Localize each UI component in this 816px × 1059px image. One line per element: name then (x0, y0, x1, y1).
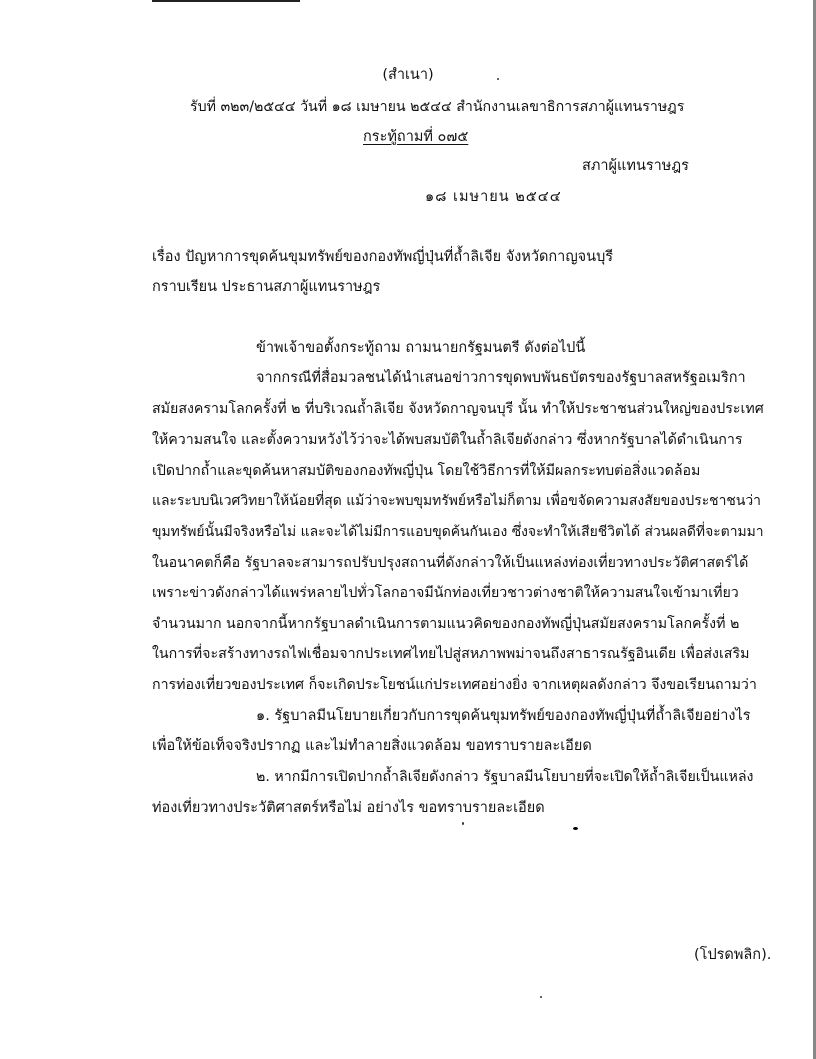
paragraph-line: ในอนาคตก็คือ รัฐบาลจะสามารถปรับปรุงสถานที่ดังกล่าวให้เป็นแหล่งท่องเที่ยวทางประวัติศาสตร์ได้ (152, 555, 749, 571)
paragraph-line: สมัยสงครามโลกครั้งที่ ๒ ที่บริเวณถ้ำลิเจีย จังหวัดกาญจนบุรี นั้น ทำให้ประชาชนส่วนใหญ่ของประเทศ (152, 401, 764, 417)
paragraph-line: และระบบนิเวศวิทยาให้น้อยที่สุด แม้ว่าจะพบขุมทรัพย์หรือไม่ก็ตาม เพื่อขจัดความสงสัยของประชาชนว่า (152, 493, 761, 509)
paragraph-line: ขุมทรัพย์นั้นมีจริงหรือไม่ และจะได้ไม่มีการแอบขุดค้นกันเอง ซึ่งจะทำให้เสียชีวิตได้ ส่วนผลดีที่จะตามมา (152, 524, 764, 540)
receipt-line: รับที่ ๓๒๓/๒๕๔๔ วันที่ ๑๘ เมษายน ๒๕๔๔ สำนักงานเลขาธิการสภาผู้แทนราษฎร (190, 99, 685, 115)
paragraph-line: ในการที่จะสร้างทางรถไฟเชื่อมจากประเทศไทยไปสู่สหภาพพม่าจนถึงสาธารณรัฐอินเดีย เพื่อส่งเสริม (152, 646, 750, 662)
location: สภาผู้แทนราษฎร (582, 158, 689, 174)
paragraph-line: จากกรณีที่สื่อมวลชนได้นำเสนอข่าวการขุดพบพันธบัตรของรัฐบาลสหรัฐอเมริกา (256, 370, 746, 386)
opening-line: ข้าพเจ้าขอตั้งกระทู้ถาม ถามนายกรัฐมนตรี ดังต่อไปนี้ (256, 340, 586, 356)
paragraph-line: จำนวนมาก นอกจากนี้หากรัฐบาลดำเนินการตามแนวคิดของกองทัพญี่ปุ่นสมัยสงครามโลกครั้งที่ ๒ (152, 616, 740, 632)
scan-speck (573, 827, 578, 830)
question-2-line-1: ๒. หากมีการเปิดปากถ้ำลิเจียดังกล่าว รัฐบาลมีนโยบายที่จะเปิดให้ถ้ำลิเจียเป็นแหล่ง (256, 769, 754, 785)
question-1-line-2: เพื่อให้ข้อเท็จจริงปรากฏ และไม่ทำลายสิ่งแวดล้อม ขอทราบรายละเอียด (152, 738, 592, 754)
salutation: กราบเรียน ประธานสภาผู้แทนราษฎร (152, 279, 381, 295)
scan-speck (540, 996, 542, 998)
paragraph-line: เปิดปากถ้ำและขุดค้นหาสมบัติของกองทัพญี่ปุ่น โดยใช้วิธีการที่ให้มีผลกระทบต่อสิ่งแวดล้อม (152, 463, 701, 479)
question-number: กระทู้ถามที่ ๐๗๕ (363, 129, 469, 145)
subject-line: เรื่อง ปัญหาการขุดค้นขุมทรัพย์ของกองทัพญี่ปุ่นที่ถ้ำลิเจีย จังหวัดกาญจนบุรี (152, 249, 614, 265)
paragraph-line: การท่องเที่ยวของประเทศ ก็จะเกิดประโยชน์แก่ประเทศอย่างยิ่ง จากเหตุผลดังกล่าว จึงขอเรียนถามว่า (152, 677, 757, 693)
paragraph-line: ให้ความสนใจ และตั้งความหวังไว้ว่าจะได้พบสมบัติในถ้ำลิเจียดังกล่าว ซึ่งหากรัฐบาลได้ดำเนินการ (152, 432, 743, 448)
question-1-line-1: ๑. รัฐบาลมีนโยบายเกี่ยวกับการขุดค้นขุมทรัพย์ของกองทัพญี่ปุ่นที่ถ้ำลิเจียอย่างไร (256, 708, 751, 724)
question-2-line-2: ท่องเที่ยวทางประวัติศาสตร์หรือไม่ อย่างไร ขอทราบรายละเอียด (152, 800, 545, 816)
top-rule (152, 0, 300, 2)
document-date: ๑๘ เมษายน ๒๕๔๔ (425, 189, 562, 205)
copy-mark: (สำเนา) (382, 67, 434, 83)
turn-over-note: (โปรดพลิก). (694, 947, 772, 963)
scan-speck (497, 78, 499, 80)
scan-speck (462, 822, 464, 825)
paragraph-line: เพราะข่าวดังกล่าวได้แพร่หลายไปทั่วโลกอาจมีนักท่องเที่ยวชาวต่างชาติให้ความสนใจเข้ามาเที่ยว (152, 585, 739, 601)
